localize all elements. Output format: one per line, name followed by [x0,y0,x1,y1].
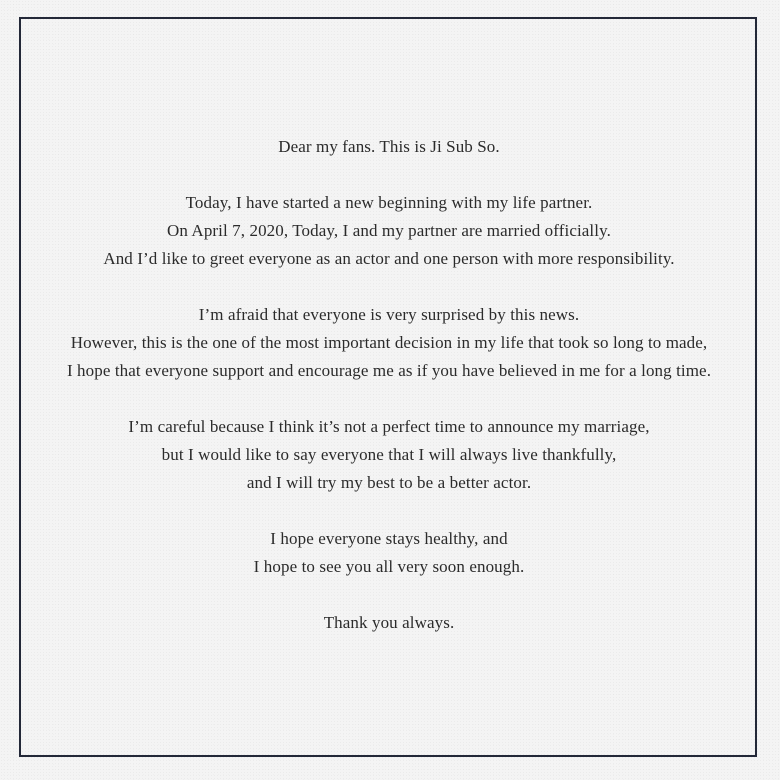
paragraph-1-line-1: Today, I have started a new beginning with my life partner. [185,193,593,212]
paragraph-gap [21,385,757,413]
paragraph-1-line-3: And I’d like to greet everyone as an actor and one person with more responsibility. [103,249,675,268]
paragraph-gap [21,161,757,189]
paragraph-gap [21,581,757,609]
paragraph-4-line-2: I hope to see you all very soon enough. [253,557,525,576]
letter-greeting: Dear my fans. This is Ji Sub So. [278,137,500,156]
letter-body [21,133,757,637]
letter-closing: Thank you always. [323,613,455,632]
paragraph-2-line-1: I’m afraid that everyone is very surprised by this news. [198,305,580,324]
paragraph-gap [21,497,757,525]
paragraph-4-line-1: I hope everyone stays healthy, and [270,529,508,548]
paragraph-2-line-2: However, this is the one of the most important decision in my life that took so long to made, [70,333,708,352]
paragraph-2-line-3: I hope that everyone support and encourage me as if you have believed in me for a long time. [66,361,712,380]
paragraph-3-line-1: I’m careful because I think it’s not a perfect time to announce my marriage, [128,417,650,436]
paragraph-3-line-2: but I would like to say everyone that I will always live thankfully, [161,445,617,464]
paragraph-gap [21,273,757,301]
paragraph-1-line-2: On April 7, 2020, Today, I and my partner are married officially. [167,221,611,240]
paragraph-3-line-3: and I will try my best to be a better actor. [246,473,532,492]
